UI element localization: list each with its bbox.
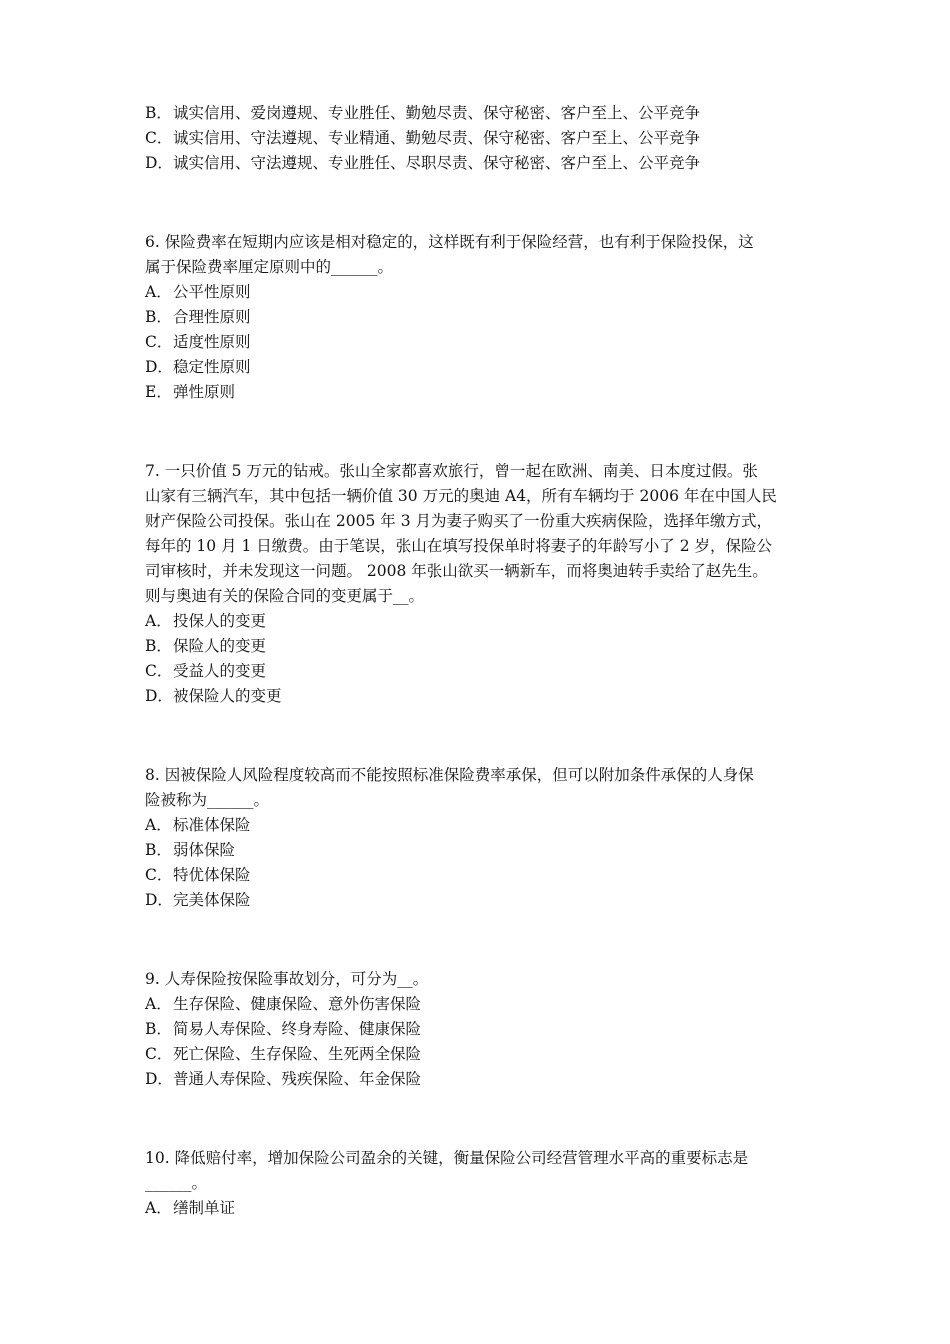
question-stem-line: 险被称为______。 bbox=[145, 791, 270, 809]
question-stem-line: 司审核时，并未发现这一问题。 2008 年张山欲买一辆新车，而将奥迪转手卖给了赵先生。 bbox=[145, 562, 768, 580]
question-stem-line: 属于保险费率厘定原则中的______。 bbox=[145, 258, 394, 276]
option-text: 特优体保险 bbox=[173, 866, 251, 884]
option-text: 合理性原则 bbox=[173, 308, 251, 326]
option-a bbox=[145, 992, 817, 1017]
option-b bbox=[145, 1017, 817, 1042]
option-text: 投保人的变更 bbox=[173, 612, 267, 630]
question-stem-line: 则与奥迪有关的保险合同的变更属于__。 bbox=[145, 587, 425, 605]
option-d bbox=[145, 151, 817, 176]
spacer bbox=[145, 176, 817, 230]
option-letter: A． bbox=[145, 816, 172, 834]
option-text: 稳定性原则 bbox=[173, 358, 251, 376]
question-stem-line: 山家有三辆汽车，其中包括一辆价值 30 万元的奥迪 A4，所有车辆均于 2006 年在中国人民 bbox=[145, 487, 777, 505]
question-stem-line: 10. 降低赔付率，增加保险公司盈余的关键，衡量保险公司经营管理水平高的重要标志是 bbox=[145, 1149, 749, 1167]
option-letter: C． bbox=[145, 333, 173, 351]
option-text: 保险人的变更 bbox=[173, 637, 267, 655]
question-stem-line: 8. 因被保险人风险程度较高而不能按照标准保险费率承保，但可以附加条件承保的人身保 bbox=[145, 766, 754, 784]
question-5-options bbox=[145, 101, 817, 176]
option-d bbox=[145, 1067, 817, 1092]
option-letter: B． bbox=[145, 1020, 172, 1038]
option-letter: D． bbox=[145, 358, 173, 376]
option-b bbox=[145, 101, 817, 126]
option-text: 诚实信用、守法遵规、专业精通、勤勉尽责、保守秘密、客户至上、公平竞争 bbox=[173, 129, 701, 147]
option-c bbox=[145, 126, 817, 151]
option-c bbox=[145, 330, 817, 355]
question-stem-line: 9. 人寿保险按保险事故划分，可分为__。 bbox=[145, 970, 429, 988]
option-letter: C． bbox=[145, 1045, 173, 1063]
option-text: 弹性原则 bbox=[173, 383, 236, 401]
spacer bbox=[145, 1092, 817, 1146]
option-letter: D． bbox=[145, 891, 173, 909]
option-d bbox=[145, 684, 817, 709]
question-9 bbox=[145, 967, 817, 1092]
spacer bbox=[145, 405, 817, 459]
option-text: 普通人寿保险、残疾保险、年金保险 bbox=[173, 1070, 422, 1088]
option-text: 生存保险、健康保险、意外伤害保险 bbox=[173, 995, 422, 1013]
option-letter: C． bbox=[145, 662, 173, 680]
option-text: 标准体保险 bbox=[173, 816, 251, 834]
option-text: 简易人寿保险、终身寿险、健康保险 bbox=[173, 1020, 422, 1038]
option-e bbox=[145, 380, 817, 405]
option-letter: C． bbox=[145, 866, 173, 884]
option-a bbox=[145, 813, 817, 838]
option-b bbox=[145, 305, 817, 330]
question-stem-line: 6. 保险费率在短期内应该是相对稳定的，这样既有利于保险经营，也有利于保险投保，这 bbox=[145, 233, 754, 251]
question-list bbox=[145, 101, 817, 1221]
option-c bbox=[145, 863, 817, 888]
option-a bbox=[145, 1196, 817, 1221]
spacer bbox=[145, 913, 817, 967]
option-letter: B． bbox=[145, 308, 172, 326]
spacer bbox=[145, 709, 817, 763]
option-text: 被保险人的变更 bbox=[173, 687, 282, 705]
option-letter: B． bbox=[145, 637, 172, 655]
option-b bbox=[145, 634, 817, 659]
option-letter: B． bbox=[145, 841, 172, 859]
option-b bbox=[145, 838, 817, 863]
option-text: 弱体保险 bbox=[173, 841, 236, 859]
option-letter: C． bbox=[145, 129, 173, 147]
option-letter: A． bbox=[145, 1199, 172, 1217]
option-text: 适度性原则 bbox=[173, 333, 251, 351]
option-text: 公平性原则 bbox=[173, 283, 251, 301]
question-stem-line: ______。 bbox=[145, 1174, 208, 1192]
option-c bbox=[145, 659, 817, 684]
option-letter: D． bbox=[145, 154, 173, 172]
option-text: 缮制单证 bbox=[173, 1199, 236, 1217]
option-letter: D． bbox=[145, 687, 173, 705]
option-d bbox=[145, 355, 817, 380]
question-stem-line: 7. 一只价值 5 万元的钻戒。张山全家都喜欢旅行，曾一起在欧洲、南美、日本度过假。张 bbox=[145, 462, 758, 480]
question-7 bbox=[145, 459, 817, 709]
option-letter: A． bbox=[145, 612, 172, 630]
option-letter: A． bbox=[145, 995, 172, 1013]
question-6 bbox=[145, 230, 817, 405]
option-text: 受益人的变更 bbox=[173, 662, 267, 680]
question-10 bbox=[145, 1146, 817, 1221]
option-a bbox=[145, 609, 817, 634]
option-a bbox=[145, 280, 817, 305]
option-text: 诚实信用、爱岗遵规、专业胜任、勤勉尽责、保守秘密、客户至上、公平竞争 bbox=[173, 104, 701, 122]
question-stem-line: 每年的 10 月 1 日缴费。由于笔误，张山在填写投保单时将妻子的年龄写小了 2 岁，保险公 bbox=[145, 537, 773, 555]
option-text: 诚实信用、守法遵规、专业胜任、尽职尽责、保守秘密、客户至上、公平竞争 bbox=[173, 154, 701, 172]
option-letter: A． bbox=[145, 283, 172, 301]
option-text: 完美体保险 bbox=[173, 891, 251, 909]
option-letter: B． bbox=[145, 104, 172, 122]
option-d bbox=[145, 888, 817, 913]
option-letter: D． bbox=[145, 1070, 173, 1088]
option-letter: E． bbox=[145, 383, 172, 401]
option-text: 死亡保险、生存保险、生死两全保险 bbox=[173, 1045, 422, 1063]
question-stem-line: 财产保险公司投保。张山在 2005 年 3 月为妻子购买了一份重大疾病保险，选择年缴方式， bbox=[145, 512, 773, 530]
option-c bbox=[145, 1042, 817, 1067]
question-8 bbox=[145, 763, 817, 913]
